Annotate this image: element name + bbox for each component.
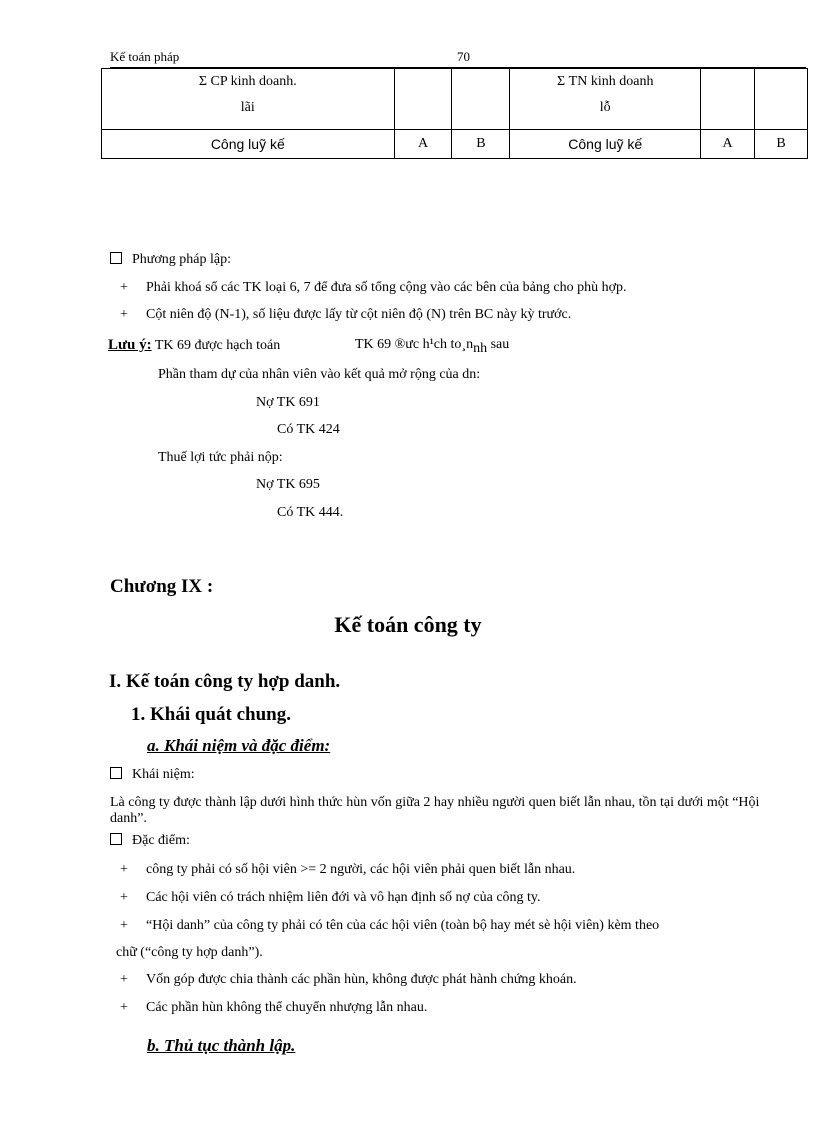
list-item-text: Các hội viên có trách nhiệm liên đới và vô hạn định số nợ của công ty. xyxy=(146,890,541,905)
entry-credit-424: Có TK 424 xyxy=(277,422,340,437)
plus-bullet: + xyxy=(120,890,128,905)
concept-paragraph: Là công ty được thành lập dưới hình thức hùn vốn giữa 2 hay nhiều người quen biết lẫn nhau, tồn tại dưới một “Hội danh”. xyxy=(110,795,760,826)
part-b-heading-text: b. Thủ tục thành lập. xyxy=(147,1036,296,1055)
table-cell: A xyxy=(701,130,755,159)
concept-heading xyxy=(110,767,195,783)
chapter-title: Kế toán công ty xyxy=(334,612,482,637)
note-line xyxy=(108,337,280,354)
table-row xyxy=(102,130,808,159)
list-item-text: công ty phải có số hội viên >= 2 người, các hội viên phải quen biết lẫn nhau. xyxy=(146,862,576,877)
table-cell: A xyxy=(394,130,452,159)
table-cell: B xyxy=(452,130,510,159)
note-text-2-end: sau xyxy=(490,337,510,352)
checkbox-bullet-icon xyxy=(110,252,122,264)
table-row xyxy=(102,69,808,130)
page-number: 70 xyxy=(457,49,470,64)
checkbox-bullet-icon xyxy=(110,833,122,845)
table-cell: Công luỹ kế xyxy=(102,130,395,159)
entry-debit-695: Nợ TK 695 xyxy=(256,477,320,492)
note-label: Lưu ý: xyxy=(108,337,152,353)
loss-label: lỗ xyxy=(599,100,611,115)
summary-table xyxy=(101,68,808,159)
list-item xyxy=(120,280,627,296)
table-cell xyxy=(510,69,701,130)
cost-total-label: Σ CP kinh doanh. xyxy=(198,74,297,89)
list-item xyxy=(120,307,571,323)
part-b-heading xyxy=(147,1036,295,1056)
table-cell xyxy=(452,69,510,130)
table-cell xyxy=(102,69,395,130)
part-a-heading xyxy=(147,736,330,756)
list-item-text: Vốn góp được chia thành các phần hùn, không được phát hành chứng khoán. xyxy=(146,972,577,987)
concept-heading-text: Khái niệm: xyxy=(132,767,195,782)
chapter-label: Chương IX : xyxy=(110,576,214,597)
section-title: I. Kế toán công ty hợp danh. xyxy=(109,671,341,692)
list-item-text: “Hội danh” của công ty phải có tên của các hội viên (toàn bộ hay mét sè hội viên) kèm theo xyxy=(146,918,660,933)
header-title: Kế toán pháp xyxy=(110,49,180,64)
plus-bullet: + xyxy=(120,862,128,877)
list-item xyxy=(120,890,541,906)
list-item-text: Các phần hùn không thể chuyển nhượng lẫn nhau. xyxy=(146,1000,428,1015)
income-total-label: Σ TN kinh doanh xyxy=(557,74,654,89)
profit-label: lãi xyxy=(240,100,255,115)
table-cell xyxy=(755,69,808,130)
table-cell xyxy=(394,69,452,130)
table-cell: Công luỹ kế xyxy=(510,130,701,159)
part-a-heading-text: a. Khái niệm và đặc điểm: xyxy=(147,736,331,755)
method-heading-text: Phương pháp lập: xyxy=(132,252,231,267)
features-heading-text: Đặc điểm: xyxy=(132,833,190,848)
list-item xyxy=(120,918,659,934)
note-text-2-nh: nh xyxy=(473,341,488,356)
note-line-b: Thuế lợi tức phải nộp: xyxy=(158,450,283,465)
entry-credit-444: Có TK 444. xyxy=(277,505,344,520)
list-item-continuation: chữ (“công ty hợp danh”). xyxy=(116,945,263,960)
list-item-text: Cột niên độ (N-1), số liệu được lấy từ cột niên độ (N) trên BC này kỳ trước. xyxy=(146,307,572,322)
checkbox-bullet-icon xyxy=(110,767,122,779)
note-text-2: TK 69 ®ưc h¹ch to¸n xyxy=(355,337,474,352)
note-text-1: TK 69 được hạch toán xyxy=(154,338,281,353)
list-item xyxy=(120,862,575,878)
table-cell: B xyxy=(755,130,808,159)
table-cell xyxy=(701,69,755,130)
plus-bullet: + xyxy=(120,1000,128,1015)
method-heading xyxy=(110,252,231,268)
note-line-a: Phần tham dự của nhân viên vào kết quả mở rộng của dn: xyxy=(158,367,481,382)
note-text-2-group xyxy=(355,337,510,356)
plus-bullet: + xyxy=(120,918,128,933)
plus-bullet: + xyxy=(120,307,128,322)
entry-debit-691: Nợ TK 691 xyxy=(256,395,320,410)
list-item xyxy=(120,972,577,988)
list-item xyxy=(120,1000,427,1016)
plus-bullet: + xyxy=(120,280,128,295)
subsection-title: 1. Khái quát chung. xyxy=(131,704,291,725)
features-heading xyxy=(110,833,190,849)
plus-bullet: + xyxy=(120,972,128,987)
list-item-text: Phải khoá sổ các TK loại 6, 7 để đưa số tổng cộng vào các bên của bảng cho phù hợp. xyxy=(146,280,627,295)
